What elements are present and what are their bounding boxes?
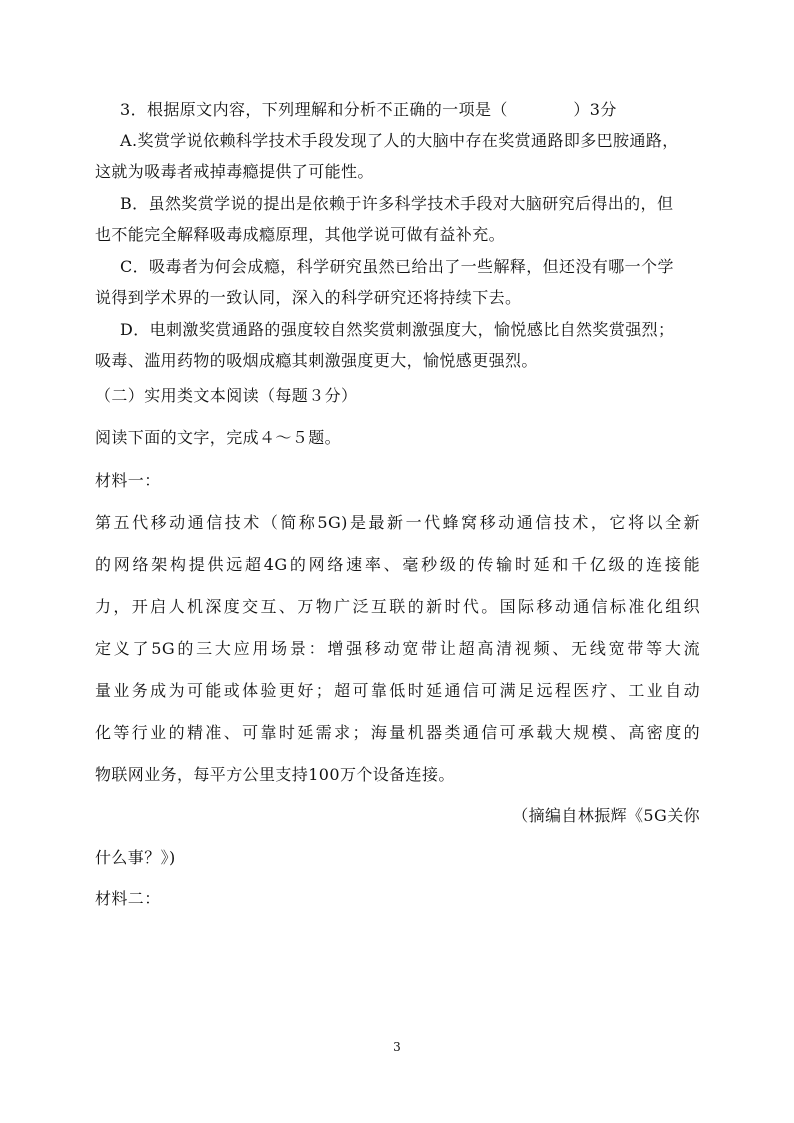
page-number: 3: [393, 1040, 401, 1054]
material-one-line-5: 量业务成为可能或体验更好；超可靠低时延通信可满足远程医疗、工业自动: [95, 681, 700, 700]
option-c-line-2: 说得到学术界的一致认同，深入的科学研究还将持续下去。: [95, 288, 522, 307]
material-one-line-2: 的网络架构提供远超4G的网络速率、毫秒级的传输时延和千亿级的连接能: [95, 555, 700, 574]
option-a-line-1: A.奖赏学说依赖科学技术手段发现了人的大脑中存在奖赏通路即多巴胺通路，: [120, 131, 679, 150]
option-b-line-1: B．虽然奖赏学说的提出是依赖于许多科学技术手段对大脑研究后得出的，但: [120, 194, 674, 213]
material-one-label: 材料一：: [95, 471, 161, 490]
option-a-line-2: 这就为吸毒者戒掉毒瘾提供了可能性。: [95, 162, 374, 181]
option-b-line-2: 也不能完全解释吸毒成瘾原理，其他学说可做有益补充。: [95, 225, 506, 244]
material-one-line-7: 物联网业务，每平方公里支持100万个设备连接。: [95, 765, 455, 784]
reading-instruction: 阅读下面的文字，完成４～５题。: [95, 428, 342, 447]
material-two-label: 材料二：: [95, 889, 161, 908]
question-3-stem: 3．根据原文内容，下列理解和分析不正确的一项是（ ）3分: [120, 100, 617, 119]
material-one-line-6: 化等行业的精准、可靠时延需求；海量机器类通信可承载大规模、高密度的: [95, 723, 700, 742]
option-d-line-1: D．电刺激奖赏通路的强度较自然奖赏刺激强度大，愉悦感比自然奖赏强烈；: [120, 320, 675, 339]
material-one-line-3: 力，开启人机深度交互、万物广泛互联的新时代。国际移动通信标准化组织: [95, 597, 700, 616]
option-d-line-2: 吸毒、滥用药物的吸烟成瘾其刺激强度更大，愉悦感更强烈。: [95, 351, 538, 370]
material-one-line-4: 定义了5G的三大应用场景：增强移动宽带让超高清视频、无线宽带等大流: [95, 639, 700, 658]
option-c-line-1: C．吸毒者为何会成瘾，科学研究虽然已给出了一些解释，但还没有哪一个学: [120, 257, 674, 276]
material-one-line-1: 第五代移动通信技术（简称5G)是最新一代蜂窝移动通信技术，它将以全新: [95, 513, 700, 532]
section-heading: （二）实用类文本阅读（每题３分）: [95, 386, 358, 405]
material-one-source-line-1: （摘编自林振辉《5G关你: [512, 806, 700, 825]
material-one-source-line-2: 什么事？》): [95, 848, 176, 867]
